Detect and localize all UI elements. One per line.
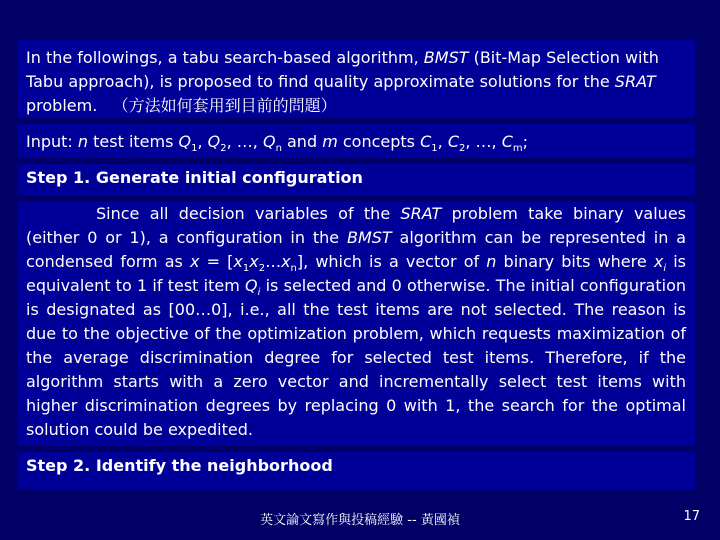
step1-paragraph: Since all decision variables of the SRAT problem take binary values (either 0 or 1), a configuration in the BMST algorithm can be represented in a condensed form as $x = [x_1x_2\dots x_n]$, which is a vector of n binary bits where $x_i$ is equivalent to 1 if test item $Q_i$ is selected and 0 otherwise. The initial configuration is designated as [00…0], i.e., all the test items are not selected. The reason is due to the objective of the optimization problem, which requests maximization of the average discrimination degree for selected test items. Therefore, if the algorithm starts with a zero vector and incrementally select test items with higher discrimination degrees by replacing 0 with 1, the search for the optimal solution could be expedited. [26,204,686,439]
chinese-note: （方法如何套用到目前的問題） [112,96,337,115]
page-number: 17 [683,509,700,524]
divider [17,446,695,452]
footer-text: 英文論文寫作與投稿經驗 -- 黃國禎 [260,513,460,528]
step1-heading: Step 1. Generate initial configuration [26,168,363,187]
divider [17,158,695,164]
divider [17,118,695,124]
step2-heading: Step 2. Identify the neighborhood [26,456,333,475]
intro-paragraph: In the followings, a tabu search-based algorithm, BMST (Bit-Map Selection with Tabu approach), is proposed to find quality approximate solutions for the SRAT problem. （方法如何套用到目前的問題） [26,48,659,115]
input-line: Input: n test items $Q_1$, $Q_2$, …, $Q_n$ and m concepts $C_1$, $C_2$, …, $C_m$; [26,132,529,154]
